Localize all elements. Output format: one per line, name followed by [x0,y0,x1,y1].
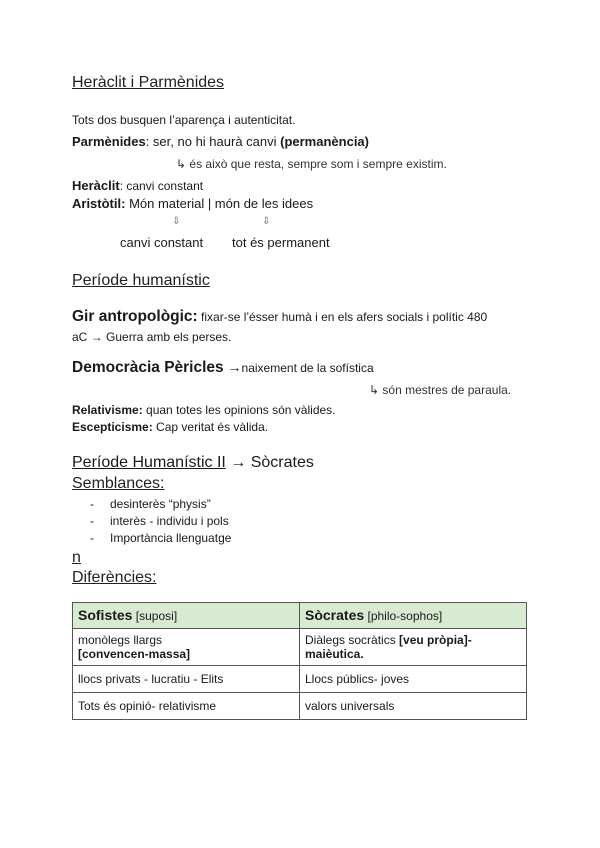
democracia-sub: ↳ són mestres de paraula. [369,383,512,397]
table-row [73,693,527,720]
humanistic-ii-suffix: → Sòcrates [225,454,314,471]
gir-line [72,308,487,326]
relativisme-text: quan totes les opinions són vàlides. [142,403,336,417]
escepticisme-text: Cap veritat és vàlida. [152,420,269,434]
table-cell: Tots és opinió- relativisme [73,693,300,720]
gir-text: fixar-se l’ésser humà i en els afers socials i polític 480 [197,310,488,324]
democracia-arrow: → [223,359,242,375]
table-cell: valors universals [300,693,527,720]
heraclit-line [72,178,203,193]
escepticisme-label: Escepticisme: [72,420,153,434]
header-sofistes: Sofistes [suposi] [73,603,300,629]
table-row [73,629,527,666]
democracia-text: naixement de la sofística [241,361,374,375]
table-row [73,666,527,693]
democracia-label: Democràcia Pèricles [72,359,224,376]
table-cell: Llocs públics- joves [300,666,527,693]
gir-label: Gir antropològic: [72,308,198,325]
parmenides-line [72,134,369,149]
header-socrates: Sòcrates [philo-sophos] [300,603,527,629]
section-title-humanistic-ii [72,454,314,472]
result-left: canvi constant [120,235,204,250]
heraclit-text: : canvi constant [119,179,204,193]
diferencies-title: Diferències: [72,569,157,586]
section-title-heraclit-parmenides: Heràclit i Parmènides [72,74,225,91]
heraclit-label: Heràclit [72,178,120,193]
aristotil-line [72,196,313,211]
aristotil-text: Món material | món de les idees [125,196,314,211]
table-cell: monòlegs llargs [convencen-massa] [73,629,300,666]
result-right: tot és permanent [232,235,330,250]
semblances-title: Semblances: [72,475,165,492]
aristotil-label: Aristòtil: [72,196,126,211]
parmenides-text: : ser, no hi haurà canvi [145,134,281,149]
table-cell: Diàlegs socràtics [veu pròpia]- maièutica. [300,629,527,666]
relativisme-label: Relativisme: [72,403,143,417]
escepticisme-line [72,420,268,434]
stray-n: n [72,549,81,566]
humanistic-ii-title: Període Humanístic II [72,454,226,471]
table-header-row [73,603,527,629]
section-title-periode-humanistic: Període humanístic [72,272,210,289]
relativisme-line [72,403,336,417]
comparison-table [72,602,527,720]
intro-text: Tots dos busquen l’aparença i autenticitat. [72,113,296,127]
parmenides-bold: (permanència) [280,134,369,149]
arrow-down-icon: ⇩ [172,216,181,227]
arrow-down-icon: ⇩ [262,216,271,227]
democracia-line [72,359,374,377]
parmenides-sub: ↳ és això que resta, sempre som i sempre existim. [176,157,447,171]
gir-text-2: aC → Guerra amb els perses. [72,330,232,344]
parmenides-label: Parmènides [72,134,146,149]
table-cell: llocs privats - lucratiu - Elits [73,666,300,693]
